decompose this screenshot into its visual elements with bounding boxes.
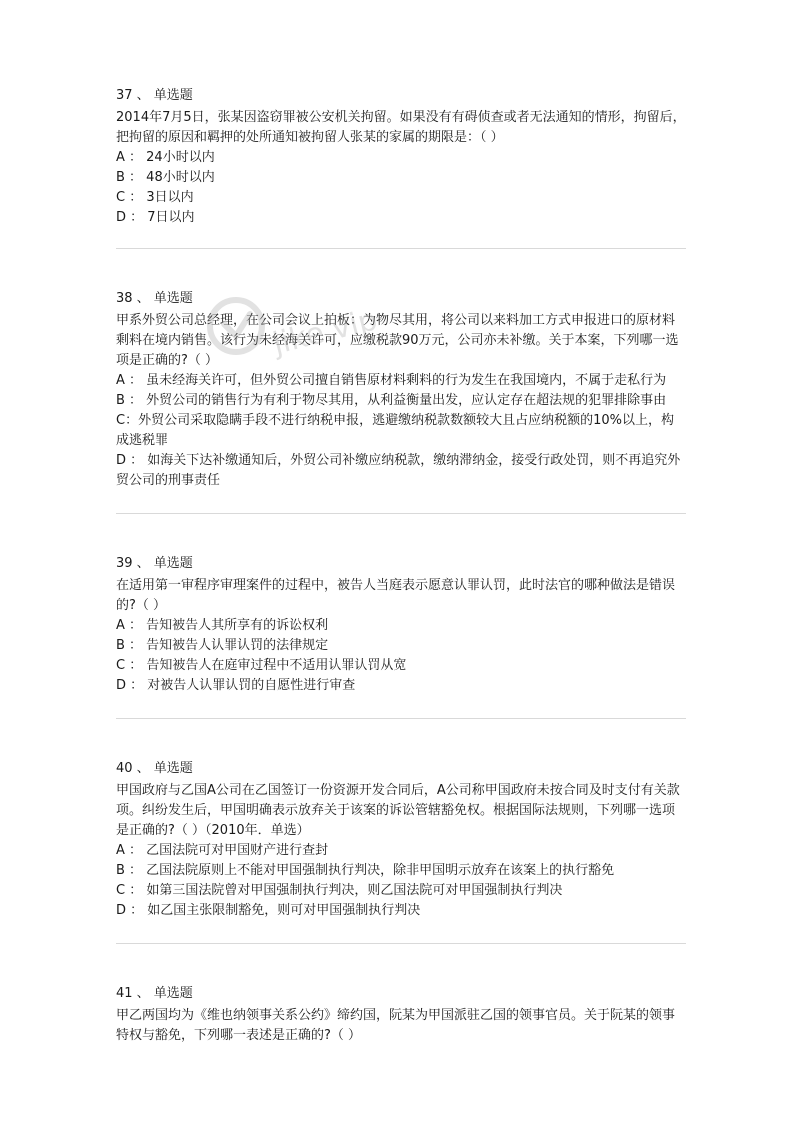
question-header: 39 、 单选题 bbox=[116, 556, 193, 571]
question-stem: 甲乙两国均为《维也纳领事关系公约》缔约国，阮某为甲国派驻乙国的领事官员。关于阮某的领事特权与豁免，下列哪一表述是正确的?（ ） bbox=[116, 1008, 676, 1043]
option-b[interactable]: B ： 48小时以内 bbox=[116, 170, 215, 185]
question-stem: 在适用第一审程序审理案件的过程中，被告人当庭表示愿意认罪认罚，此时法官的哪种做法是错误的?（ ） bbox=[116, 578, 676, 613]
question-41 bbox=[116, 984, 686, 1046]
option-c[interactable]: C ： 3日以内 bbox=[116, 190, 194, 205]
question-stem: 甲国政府与乙国A公司在乙国签订一份资源开发合同后，A公司称甲国政府未按合同及时支付有关款项。纠纷发生后，甲国明确表示放弃关于该案的诉讼管辖豁免权。根据国际法规则，下列哪一选项是正确的?（ ）（2010年．单选） bbox=[116, 783, 680, 838]
question-38 bbox=[116, 289, 686, 514]
option-c[interactable]: C ： 如第三国法院曾对甲国强制执行判决，则乙国法院可对甲国强制执行判决 bbox=[116, 883, 563, 898]
option-b[interactable]: B ： 告知被告人认罪认罚的法律规定 bbox=[116, 638, 329, 653]
divider bbox=[116, 513, 686, 514]
option-c[interactable]: C ： 告知被告人在庭审过程中不适用认罪认罚从宽 bbox=[116, 658, 407, 673]
option-d[interactable]: D ： 7日以内 bbox=[116, 210, 195, 225]
option-a[interactable]: A ： 乙国法院可对甲国财产进行查封 bbox=[116, 843, 329, 858]
question-list bbox=[116, 86, 686, 1046]
question-header: 40 、 单选题 bbox=[116, 761, 193, 776]
watermark-text: jike.vip bbox=[269, 302, 381, 362]
question-37 bbox=[116, 86, 686, 249]
option-a[interactable]: A ： 虽未经海关许可，但外贸公司擅自销售原材料剩料的行为发生在我国境内，不属于走私行为 bbox=[116, 373, 667, 388]
question-stem: 甲系外贸公司总经理，在公司会议上拍板：为物尽其用，将公司以来料加工方式申报进口的原材料剩料在境内销售。该行为未经海关许可，应缴税款90万元，公司亦未补缴。关于本案，下列哪一选项是正确的?（ ） bbox=[116, 313, 679, 368]
option-b[interactable]: B ： 乙国法院原则上不能对甲国强制执行判决，除非甲国明示放弃在该案上的执行豁免 bbox=[116, 863, 615, 878]
question-header: 37 、 单选题 bbox=[116, 88, 193, 103]
question-39 bbox=[116, 554, 686, 719]
divider bbox=[116, 248, 686, 249]
option-d[interactable]: D ： 如乙国主张限制豁免，则可对甲国强制执行判决 bbox=[116, 903, 421, 918]
question-stem: 2014年7月5日，张某因盗窃罪被公安机关拘留。如果没有有碍侦查或者无法通知的情形，拘留后，把拘留的原因和羁押的处所通知被拘留人张某的家属的期限是：（ ） bbox=[116, 110, 686, 145]
question-header: 38 、 单选题 bbox=[116, 291, 193, 306]
question-40 bbox=[116, 759, 686, 944]
option-c[interactable]: C：外贸公司采取隐瞒手段不进行纳税申报，逃避缴纳税款数额较大且占应纳税额的10%以上，构成逃税罪 bbox=[116, 413, 674, 448]
option-d[interactable]: D ： 对被告人认罪认罚的自愿性进行审查 bbox=[116, 678, 356, 693]
option-b[interactable]: B ： 外贸公司的销售行为有利于物尽其用，从利益衡量出发，应认定存在超法规的犯罪排除事由 bbox=[116, 393, 667, 408]
option-d[interactable]: D ： 如海关下达补缴通知后，外贸公司补缴应纳税款，缴纳滞纳金，接受行政处罚，则不再追究外贸公司的刑事责任 bbox=[116, 453, 681, 488]
question-header: 41 、 单选题 bbox=[116, 986, 193, 1001]
divider bbox=[116, 718, 686, 719]
divider bbox=[116, 943, 686, 944]
option-a[interactable]: A ： 告知被告人其所享有的诉讼权利 bbox=[116, 618, 329, 633]
option-a[interactable]: A ： 24小时以内 bbox=[116, 150, 215, 165]
